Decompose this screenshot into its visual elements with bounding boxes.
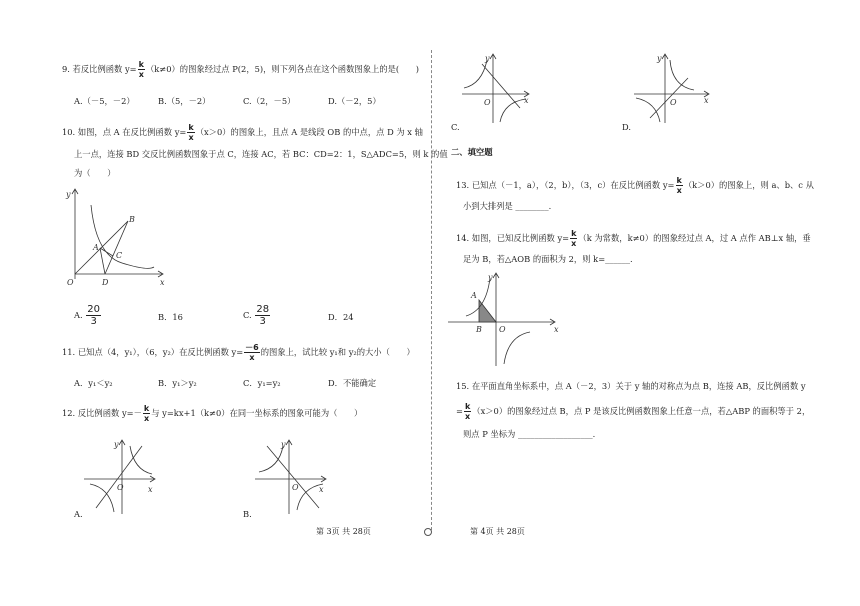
q12c-label-o: O bbox=[484, 98, 491, 107]
q11-frac-num: －6 bbox=[245, 343, 259, 352]
q10-label-o: O bbox=[67, 278, 74, 287]
q11-frac-den: x bbox=[249, 353, 255, 362]
q12a-label-x: x bbox=[148, 485, 153, 494]
question-14 bbox=[456, 229, 811, 248]
q14-label-b: B bbox=[476, 325, 482, 334]
q14-triangle-aob bbox=[479, 300, 496, 322]
q14-label-a: A bbox=[471, 291, 477, 300]
q10-label-d: D bbox=[102, 278, 109, 287]
q15-text-post: （x＞0）的图象经过点 B，点 P 是该反比例函数图象上任意一点，若△ABP 的面积等于 2， bbox=[472, 406, 811, 416]
q13-text-pre: 13. 已知点（－1，a），（2，b），（3，c）在反比例函数 y= bbox=[456, 180, 675, 190]
q10-fraction bbox=[187, 123, 194, 142]
q11-option-b: B．y₁＞y₂ bbox=[158, 378, 197, 388]
q14-frac-den: x bbox=[571, 239, 577, 248]
q12d-curve-lower bbox=[636, 98, 660, 122]
q12c-curve-lower bbox=[500, 99, 526, 122]
column-divider bbox=[431, 50, 432, 530]
q10-frac-num: k bbox=[188, 123, 194, 132]
q10-segment-ob bbox=[75, 221, 128, 274]
q15-text-pre: = bbox=[456, 406, 463, 416]
q9-fraction bbox=[138, 60, 145, 79]
q12-text-post: 与 y=kx+1（k≠0）在同一坐标系的图象可能为（ ） bbox=[151, 408, 363, 418]
q10-segment-ad bbox=[100, 248, 105, 274]
q10-text-pre: 10. 如图，点 A 在反比例函数 y= bbox=[62, 127, 187, 137]
q10-frac-den: x bbox=[188, 133, 194, 142]
q11-option-a: A．y₁＜y₂ bbox=[74, 378, 113, 388]
q12b-label-x: x bbox=[319, 485, 324, 494]
q10-option-d: D．24 bbox=[328, 312, 354, 322]
q13-frac-den: x bbox=[676, 186, 682, 195]
question-10-line3: 为（ ） bbox=[74, 168, 116, 178]
question-13-line2: 小到大排列是 ________. bbox=[463, 201, 552, 211]
question-9 bbox=[62, 60, 419, 79]
q10-option-a-num: 20 bbox=[87, 304, 101, 315]
question-15-line1: 15. 在平面直角坐标系中，点 A（－2，3）关于 y 轴的对称点为点 B，连接 AB，反比例函数 y bbox=[456, 381, 806, 391]
question-12 bbox=[62, 404, 362, 423]
q11-text-pre: 11. 已知点（4，y₁），（6，y₂）在反比例函数 y= bbox=[62, 347, 244, 357]
question-15-line3: 则点 P 坐标为 __________________. bbox=[463, 429, 596, 439]
question-10-line2: 上一点，连接 BD 交反比例函数图象于点 C，连接 AC，若 BC：CD=2：1，S△ADC=5，则 k 的值 bbox=[74, 149, 448, 159]
q12-graph-a bbox=[82, 438, 167, 516]
q10-option-c-label: C. bbox=[243, 310, 252, 320]
q15-frac-num: k bbox=[464, 402, 471, 411]
q12-graph-b bbox=[253, 438, 338, 516]
q11-text-post: 的图象上，试比较 y₁和 y₂的大小（ ） bbox=[260, 347, 415, 357]
footer-right: 第 4页 共 28页 bbox=[470, 527, 525, 536]
q12-fraction bbox=[143, 404, 150, 423]
q12-frac-num: k bbox=[143, 404, 150, 413]
q12-frac-den: x bbox=[143, 414, 150, 423]
q10-segment-ac bbox=[100, 248, 113, 256]
q12c-label-y: y bbox=[485, 54, 490, 63]
q14-fraction bbox=[570, 229, 577, 248]
q12d-curve-upper bbox=[670, 60, 694, 90]
q11-option-d: D．不能确定 bbox=[328, 378, 377, 388]
q13-text-post: （k＞0）的图象上，则 a、b、c 从 bbox=[683, 180, 814, 190]
footer-left: 第 3页 共 28页 bbox=[316, 527, 371, 536]
q10-text-post: （x＞0）的图象上，且点 A 是线段 OB 的中点，点 D 为 x 轴 bbox=[195, 127, 423, 137]
q12a-label-y: y bbox=[114, 440, 119, 449]
q12b-line bbox=[267, 446, 319, 508]
q12a-curve-upper bbox=[130, 446, 152, 474]
question-10-line1 bbox=[62, 123, 423, 142]
q10-option-c-den: 3 bbox=[259, 316, 266, 327]
q10-option-a-fraction bbox=[86, 304, 101, 327]
q10-label-c: C bbox=[116, 251, 123, 260]
q10-option-b: B．16 bbox=[158, 312, 183, 322]
q12c-label-x: x bbox=[524, 96, 529, 105]
q12-graph-d bbox=[632, 50, 712, 125]
q12a-line bbox=[96, 446, 142, 508]
q9-text-pre: 9. 若反比例函数 y= bbox=[62, 64, 137, 74]
q10-option-a-label: A. bbox=[74, 310, 83, 320]
binding-hole bbox=[424, 528, 432, 536]
q12d-line bbox=[650, 78, 688, 118]
q10-figure bbox=[62, 185, 172, 290]
q10-option-a bbox=[74, 304, 102, 327]
q14-label-x: x bbox=[554, 325, 559, 334]
q12-option-a-label: A. bbox=[74, 509, 83, 519]
section-title-fill-in: 二、填空题 bbox=[451, 147, 493, 157]
q14-text-pre: 14. 如图，已知反比例函数 y= bbox=[456, 233, 570, 243]
q12b-label-y: y bbox=[281, 440, 286, 449]
q12d-label-o: O bbox=[670, 98, 677, 107]
q14-label-y: y bbox=[488, 273, 493, 282]
q9-frac-num: k bbox=[138, 60, 144, 69]
q10-label-y: y bbox=[66, 190, 71, 199]
q9-option-d: D.（－2，5） bbox=[328, 96, 381, 106]
question-13 bbox=[456, 176, 814, 195]
q12-graph-c bbox=[460, 50, 540, 125]
q12d-label-y: y bbox=[657, 54, 662, 63]
q10-option-c-fraction bbox=[255, 304, 270, 327]
q13-fraction bbox=[676, 176, 683, 195]
q10-option-c-num: 28 bbox=[256, 304, 270, 315]
q9-option-a: A.（－5，－2） bbox=[74, 96, 135, 106]
q15-fraction bbox=[464, 402, 471, 421]
question-15-line2 bbox=[456, 402, 810, 421]
q9-option-b: B.（5，－2） bbox=[158, 96, 211, 106]
q12b-label-o: O bbox=[292, 483, 299, 492]
q12a-label-o: O bbox=[117, 483, 124, 492]
q10-label-a: A bbox=[93, 243, 99, 252]
question-11 bbox=[62, 343, 415, 362]
q12d-label-x: x bbox=[704, 96, 709, 105]
q10-option-a-den: 3 bbox=[90, 316, 97, 327]
q14-label-o: O bbox=[499, 325, 506, 334]
q15-frac-den: x bbox=[465, 412, 471, 421]
q12-option-c-label: C. bbox=[451, 122, 460, 132]
q10-option-c bbox=[243, 304, 271, 327]
q9-option-c: C.（2，－5） bbox=[243, 96, 296, 106]
q12c-curve-upper bbox=[464, 60, 487, 88]
q14-frac-num: k bbox=[571, 229, 577, 238]
q14-figure bbox=[446, 270, 566, 368]
q10-hyperbola bbox=[91, 205, 154, 268]
q14-curve-lower-right bbox=[504, 332, 530, 364]
question-14-line2: 足为 B，若△AOB 的面积为 2，则 k=______. bbox=[463, 254, 633, 264]
q12-option-d-label: D. bbox=[622, 122, 631, 132]
q10-label-b: B bbox=[129, 215, 135, 224]
q10-segment-bd bbox=[105, 221, 128, 274]
q11-option-c: C．y₁=y₂ bbox=[243, 378, 281, 388]
q12-option-b-label: B. bbox=[243, 509, 252, 519]
q14-text-post: （k 为常数，k≠0）的图象经过点 A，过 A 点作 AB⊥x 轴，垂 bbox=[578, 233, 811, 243]
q10-label-x: x bbox=[160, 278, 165, 287]
q11-fraction bbox=[244, 343, 260, 362]
q9-frac-den: x bbox=[138, 70, 144, 79]
q9-text-post: （k≠0）的图象经过点 P(2，5)，则下列各点在这个函数图象上的是( ) bbox=[145, 64, 419, 74]
q12-text-pre: 12. 反比例函数 y=－ bbox=[62, 408, 142, 418]
q12b-curve-upper bbox=[259, 446, 283, 472]
q13-frac-num: k bbox=[676, 176, 682, 185]
